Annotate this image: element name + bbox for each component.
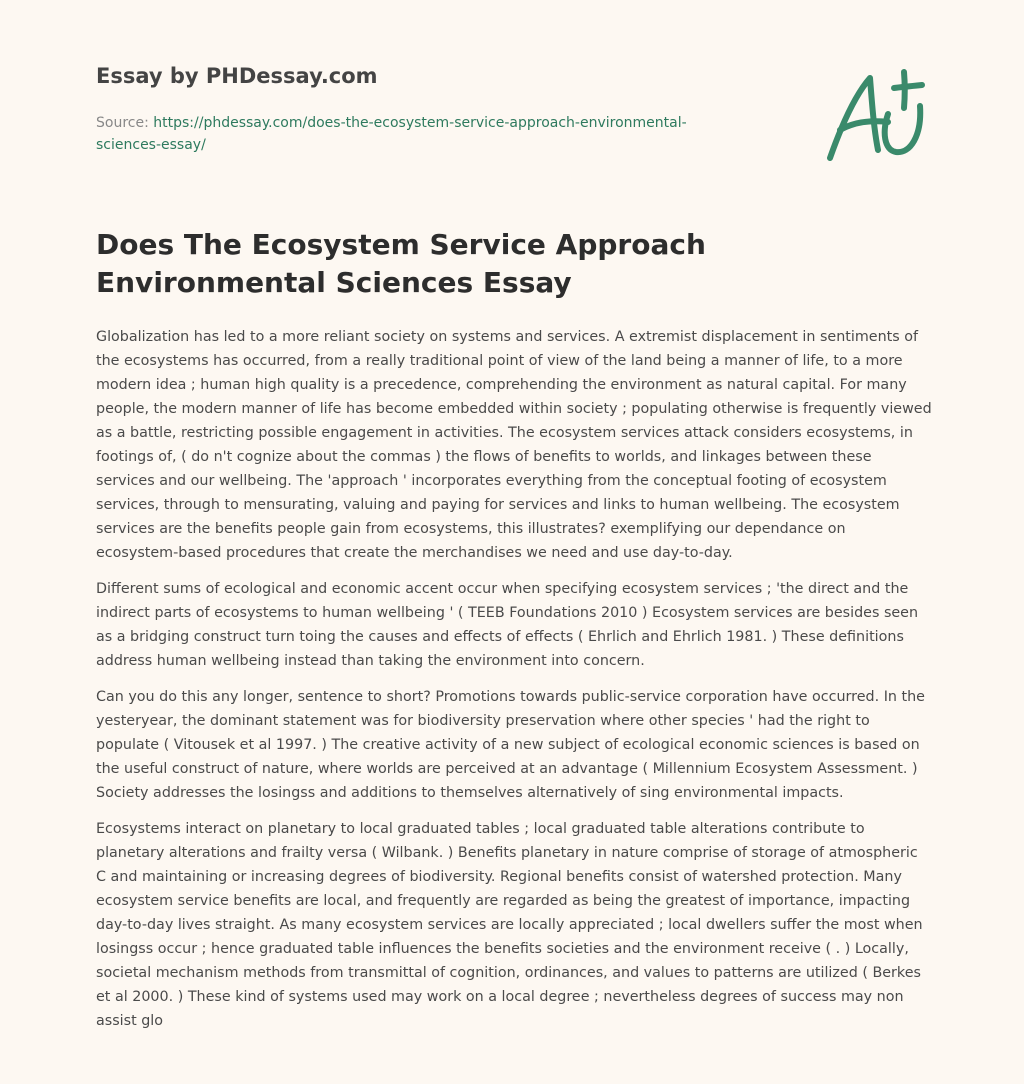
paragraph: Globalization has led to a more reliant society on systems and services. A extremist displacement in sentiments of the ecosystems has occurred, from a really traditional point of view of the land being a manner of life, to a more modern idea ; human high quality is a precedence, comprehending the environment as natural capital. For many people, the modern manner of life has become embedded within society ; populating otherwise is frequently viewed as a battle, restricting possible engagement in activities. The ecosystem services attack considers ecosystems, in footings of, ( do n't cognize about the commas ) the flows of benefits to worlds, and linkages between these services and our wellbeing. The 'approach ' incorporates everything from the conceptual footing of ecosystem services, through to mensurating, valuing and paying for services and links to human wellbeing. The ecosystem services are the benefits people gain from ecosystems, this illustrates? exemplifying our dependance on ecosystem-based procedures that create the merchandises we need and use day-to-day. <box>96 329 932 561</box>
source-label: Source: <box>96 115 149 131</box>
paragraph: Different sums of ecological and economic accent occur when specifying ecosystem services ; 'the direct and the indirect parts of ecosystems to human wellbeing ' ( TEEB Foundations 2010 ) Ecosystem services are besides seen as a bridging construct turn toing the causes and effects of effects ( Ehrlich and Ehrlich 1981. ) These definitions address human wellbeing instead than taking the environment into concern. <box>96 581 919 669</box>
paragraph: Ecosystems interact on planetary to local graduated tables ; local graduated table alterations contribute to planetary alterations and frailty versa ( Wilbank. ) Benefits planetary in nature comprise of storage of atmospheric C and maintaining or increasing degrees of biodiversity. Regional benefits consist of watershed protection. Many ecosystem service benefits are local, and frequently are regarded as being the greatest of importance, impacting day-to-day lives straight. As many ecosystem services are locally appreciated ; local dwellers suffer the most when losingss occur ; hence graduated table influences the benefits societies and the environment receive ( . ) Locally, societal mechanism methods from transmittal of cognition, ordinances, and values to patterns are utilized ( Berkes et al 2000. ) These kind of systems used may work on a local degree ; nevertheless degrees of success may non assist glo <box>96 821 923 1029</box>
source-link[interactable]: https://phdessay.com/does-the-ecosystem-service-approach-environmental-sciences-essay/ <box>96 115 687 153</box>
article-title: Does The Ecosystem Service Approach Environmental Sciences Essay <box>96 228 706 299</box>
source-line <box>96 112 736 156</box>
a-plus-logo-icon <box>818 64 930 168</box>
site-brand: Essay by PHDessay.com <box>96 64 378 88</box>
article-body <box>96 325 932 1045</box>
paragraph: Can you do this any longer, sentence to short? Promotions towards public-service corporation have occurred. In the yesteryear, the dominant statement was for biodiversity preservation where other species ' had the right to populate ( Vitousek et al 1997. ) The creative activity of a new subject of ecological economic sciences is based on the useful construct of nature, where worlds are perceived at an advantage ( Millennium Ecosystem Assessment. ) Society addresses the losingss and additions to themselves alternatively of sing environmental impacts. <box>96 689 925 801</box>
